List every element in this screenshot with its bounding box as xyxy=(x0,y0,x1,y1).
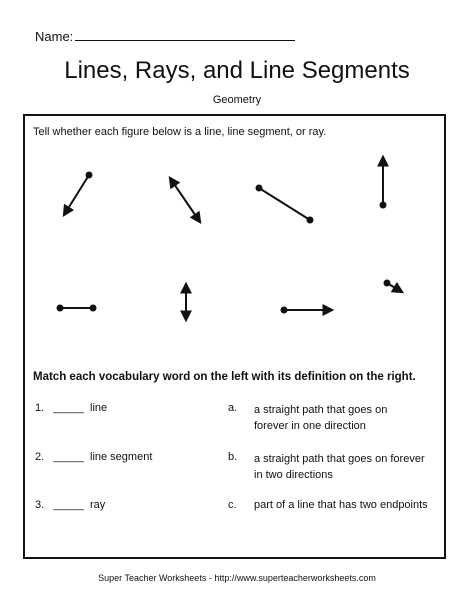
worksheet-title: Lines, Rays, and Line Segments xyxy=(64,57,410,84)
answer-blank[interactable]: _____ xyxy=(53,402,84,414)
part2-instruction: Match each vocabulary word on the left with its definition on the right. xyxy=(33,371,416,383)
vocab-item-1 xyxy=(35,402,84,414)
vocab-word-line-segment: line segment xyxy=(90,451,153,463)
figure-4-ray xyxy=(380,157,387,209)
definition-line: a straight path that goes on xyxy=(254,404,388,416)
vocab-number: 3. xyxy=(35,499,45,511)
figure-1-ray xyxy=(64,172,93,216)
name-label: Name: xyxy=(35,29,74,44)
figure-7-ray xyxy=(281,307,333,314)
answer-blank[interactable]: _____ xyxy=(53,451,84,463)
part1-instruction: Tell whether each figure below is a line, line segment, or ray. xyxy=(33,126,327,138)
worksheet-subtitle: Geometry xyxy=(212,94,262,106)
definition-c: part of a line that has two endpoints xyxy=(254,499,428,511)
vocab-word-ray: ray xyxy=(90,499,106,511)
vocab-number: 2. xyxy=(35,451,45,463)
definition-line: in two directions xyxy=(254,469,333,481)
definition-a xyxy=(254,402,387,434)
definition-letter-b: b. xyxy=(228,451,238,463)
definition-line: forever in one direction xyxy=(254,420,366,432)
definition-letter-c: c. xyxy=(228,499,237,511)
definition-line: a straight path that goes on forever xyxy=(254,453,425,465)
vocab-item-3 xyxy=(35,499,84,511)
definition-b xyxy=(254,451,425,483)
figure-2-line xyxy=(170,178,200,222)
vocab-number: 1. xyxy=(35,402,45,414)
answer-blank[interactable]: _____ xyxy=(53,499,84,511)
vocab-item-2 xyxy=(35,451,84,463)
figure-5-segment xyxy=(57,305,97,312)
footer-credit: Super Teacher Worksheets - http://www.superteacherworksheets.com xyxy=(98,573,376,583)
definition-letter-a: a. xyxy=(228,402,238,414)
vocab-word-line: line xyxy=(90,402,108,414)
figure-8-ray xyxy=(384,280,403,293)
figure-3-segment xyxy=(256,185,314,224)
